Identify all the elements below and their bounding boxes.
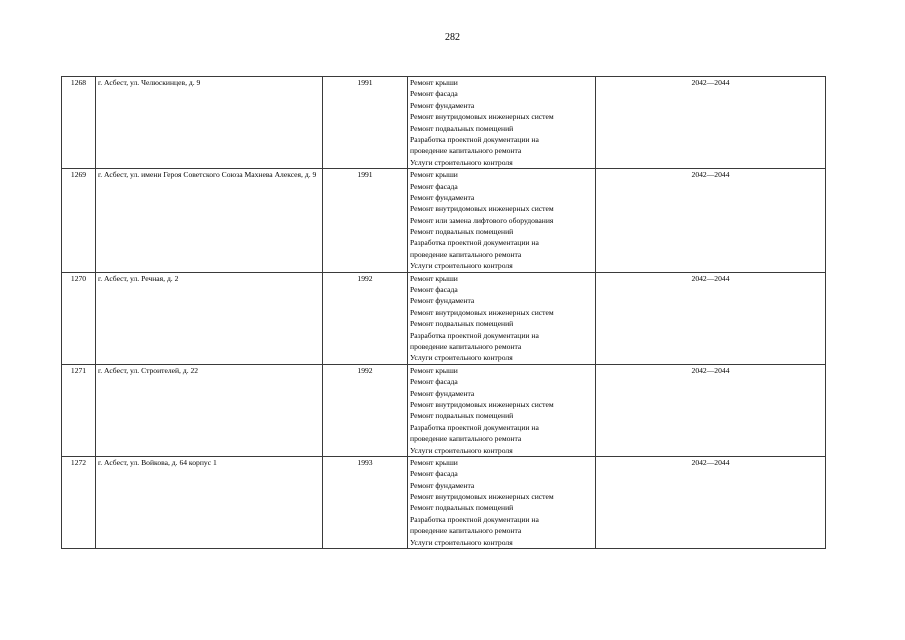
repair-work-item: Ремонт фасада — [410, 469, 458, 479]
building-address: г. Асбест, ул. Строителей, д. 22 — [96, 364, 323, 456]
repair-work-item: Услуги строительного контроля — [410, 537, 513, 547]
repair-work-item: Разработка проектной документации на — [410, 514, 539, 524]
building-address: г. Асбест, ул. Войкова, д. 64 корпус 1 — [96, 456, 323, 548]
repair-work-item: Ремонт крыши — [410, 170, 458, 180]
repair-work-item: Услуги строительного контроля — [410, 445, 513, 455]
table-row — [62, 456, 826, 548]
page-number: 282 — [445, 32, 460, 43]
repair-work-item: Ремонт крыши — [410, 365, 458, 375]
repair-work-item: Ремонт внутридомовых инженерных систем — [410, 399, 554, 409]
repair-work-item: Ремонт внутридомовых инженерных систем — [410, 112, 554, 122]
row-number: 1269 — [62, 169, 96, 273]
commissioning-year: 1992 — [323, 364, 408, 456]
repair-work-item: Ремонт подвальных помещений — [410, 227, 514, 237]
repair-work-item: проведение капитального ремонта — [410, 341, 522, 351]
repair-work-item: проведение капитального ремонта — [410, 526, 522, 536]
building-address: г. Асбест, ул. Речная, д. 2 — [96, 272, 323, 364]
repair-work-item: проведение капитального ремонта — [410, 146, 522, 156]
repair-work-item: проведение капитального ремонта — [410, 249, 522, 259]
repair-work-item: Ремонт подвальных помещений — [410, 319, 514, 329]
repair-work-item: Разработка проектной документации на — [410, 330, 539, 340]
repair-work-item: Ремонт фасада — [410, 89, 458, 99]
row-number: 1271 — [62, 364, 96, 456]
repair-work-item: Ремонт подвальных помещений — [410, 411, 514, 421]
repair-work-item: Ремонт подвальных помещений — [410, 123, 514, 133]
repair-work-item: Ремонт крыши — [410, 273, 458, 283]
row-number: 1268 — [62, 77, 96, 169]
repair-works-list — [408, 456, 596, 548]
repair-work-item: Ремонт фундамента — [410, 296, 475, 306]
repair-work-item: Ремонт фундамента — [410, 192, 475, 202]
repair-works-list — [408, 272, 596, 364]
repair-works-list — [408, 169, 596, 273]
repair-work-item: Ремонт крыши — [410, 78, 458, 87]
row-number: 1272 — [62, 456, 96, 548]
repair-work-item: Ремонт или замена лифтового оборудования — [410, 215, 554, 225]
repair-work-item: Ремонт внутридомовых инженерных систем — [410, 492, 554, 502]
commissioning-year: 1991 — [323, 169, 408, 273]
repair-work-item: проведение капитального ремонта — [410, 434, 522, 444]
commissioning-year: 1991 — [323, 77, 408, 169]
repair-work-item: Ремонт фасада — [410, 181, 458, 191]
building-address: г. Асбест, ул. Челюскинцев, д. 9 — [96, 77, 323, 169]
capital-repair-table — [61, 76, 826, 549]
table-row — [62, 169, 826, 273]
repair-period: 2042—2044 — [596, 364, 826, 456]
repair-works-list — [408, 364, 596, 456]
repair-period: 2042—2044 — [596, 169, 826, 273]
repair-work-item: Ремонт фундамента — [410, 388, 475, 398]
table-row — [62, 77, 826, 169]
repair-work-item: Услуги строительного контроля — [410, 157, 513, 167]
repair-work-item: Ремонт фасада — [410, 377, 458, 387]
repair-period: 2042—2044 — [596, 77, 826, 169]
repair-work-item: Ремонт внутридомовых инженерных систем — [410, 204, 554, 214]
commissioning-year: 1993 — [323, 456, 408, 548]
repair-work-item: Ремонт фасада — [410, 285, 458, 295]
repair-work-item: Ремонт фундамента — [410, 480, 475, 490]
table-row — [62, 272, 826, 364]
repair-works-list — [408, 77, 596, 169]
repair-work-item: Услуги строительного контроля — [410, 353, 513, 363]
repair-work-item: Ремонт крыши — [410, 457, 458, 467]
repair-work-item: Ремонт подвальных помещений — [410, 503, 514, 513]
repair-work-item: Ремонт внутридомовых инженерных систем — [410, 307, 554, 317]
repair-work-item: Разработка проектной документации на — [410, 134, 539, 144]
repair-work-item: Разработка проектной документации на — [410, 422, 539, 432]
repair-period: 2042—2044 — [596, 272, 826, 364]
building-address: г. Асбест, ул. имени Героя Советского Союза Махнева Алексея, д. 9 — [96, 169, 323, 273]
commissioning-year: 1992 — [323, 272, 408, 364]
table-row — [62, 364, 826, 456]
repair-work-item: Разработка проектной документации на — [410, 238, 539, 248]
row-number: 1270 — [62, 272, 96, 364]
repair-period: 2042—2044 — [596, 456, 826, 548]
repair-work-item: Услуги строительного контроля — [410, 261, 513, 271]
repair-work-item: Ремонт фундамента — [410, 100, 475, 110]
